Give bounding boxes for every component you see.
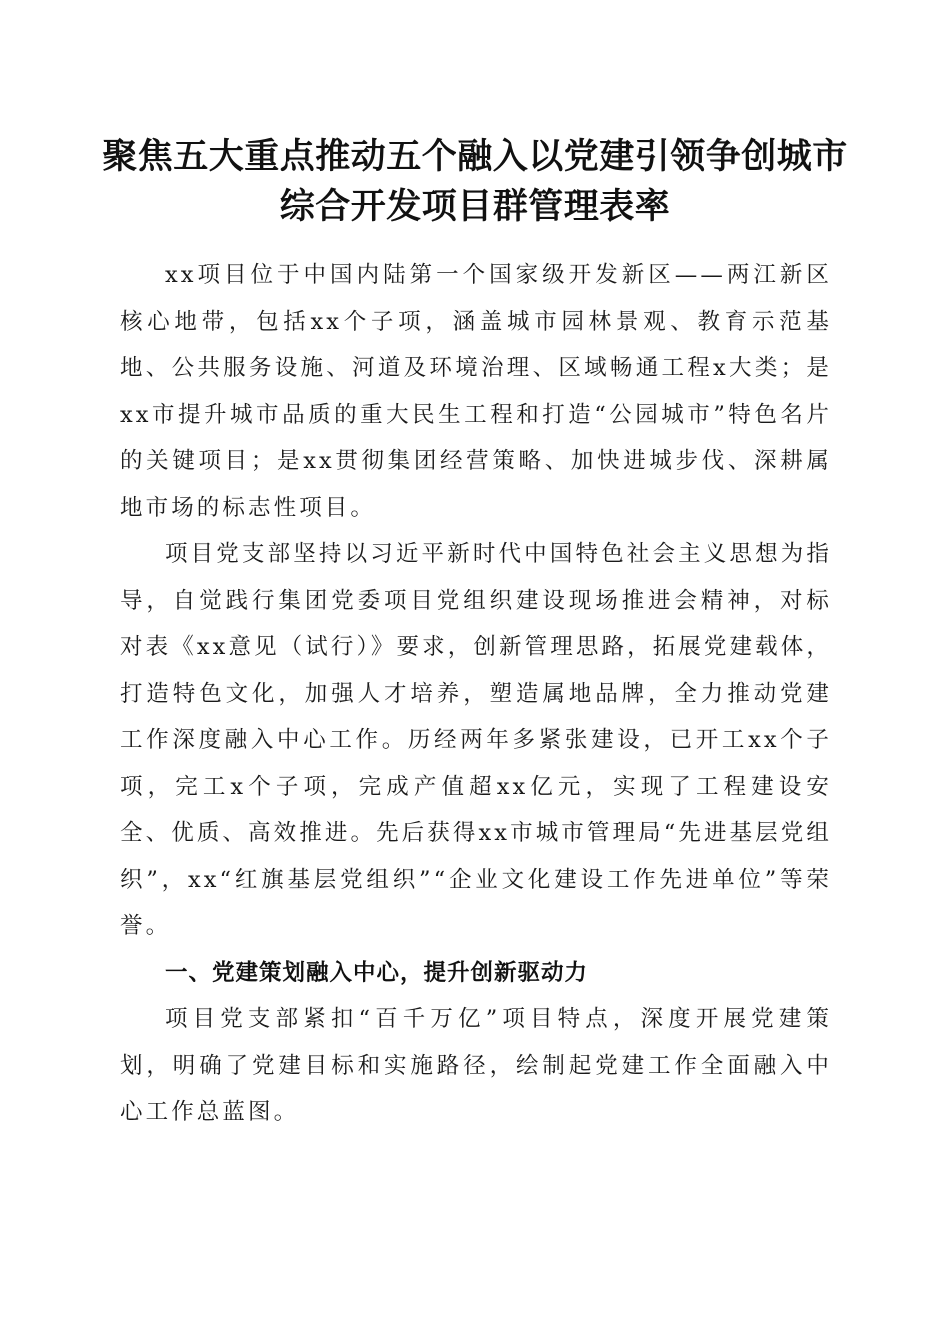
section-1-paragraph: 项目党支部紧扣“百千万亿”项目特点，深度开展党建策划，明确了党建目标和实施路径，绘制起党建工作全面融入中心工作总蓝图。 bbox=[120, 1006, 832, 1125]
party-branch-paragraph: 项目党支部坚持以习近平新时代中国特色社会主义思想为指导，自觉践行集团党委项目党组织建设现场推进会精神，对标对表《xx意见（试行）》要求，创新管理思路，拓展党建载体，打造特色文化，加强人才培养，塑造属地品牌，全力推动党建工作深度融入中心工作。历经两年多紧张建设，已开工xx个子项，完工x个子项，完成产值超xx亿元，实现了工程建设安全、优质、高效推进。先后获得xx市城市管理局“先进基层党组织”，xx“红旗基层党组织”“企业文化建设工作先进单位”等荣誉。 bbox=[120, 541, 832, 939]
section-heading-1: 一、党建策划融入中心，提升创新驱动力 bbox=[165, 959, 589, 986]
intro-paragraph: xx项目位于中国内陆第一个国家级开发新区——两江新区核心地带，包括xx个子项，涵盖城市园林景观、教育示范基地、公共服务设施、河道及环境治理、区域畅通工程x大类；是xx市提升城市品质的重大民生工程和打造“公园城市”特色名片的关键项目；是xx贯彻集团经营策略、加快进城步伐、深耕属地市场的标志性项目。 bbox=[120, 262, 832, 521]
document-title: 聚焦五大重点推动五个融入以党建引领争创城市综合开发项目群管理表率 bbox=[102, 136, 848, 227]
document-body bbox=[120, 252, 832, 1136]
